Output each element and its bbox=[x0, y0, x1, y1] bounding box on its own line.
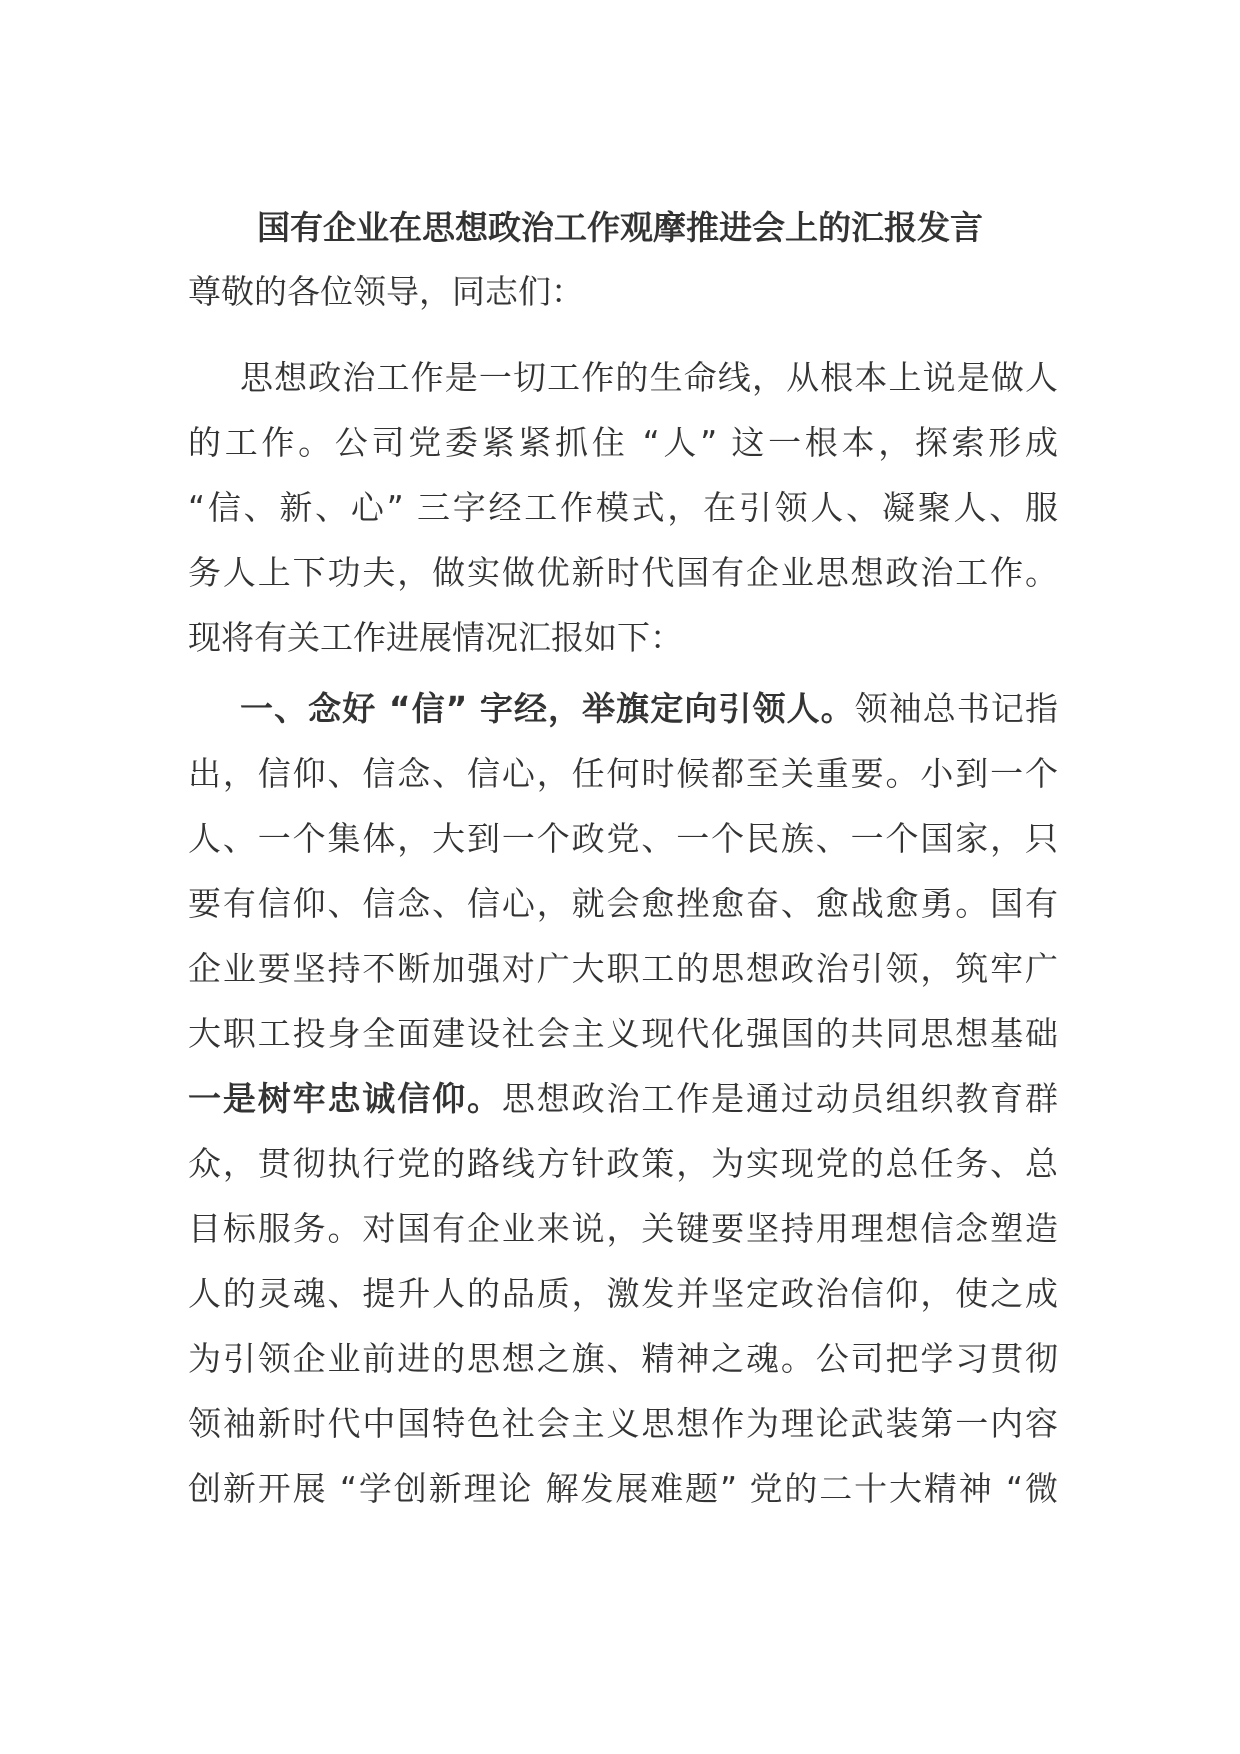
salutation: 尊敬的各位领导，同志们： bbox=[188, 272, 584, 311]
subsection-1-heading: 一是树牢忠诚信仰。 bbox=[188, 1079, 502, 1118]
subsection-1-first-line bbox=[188, 1066, 1058, 1131]
section-1-line-4: 要有信仰、信念、信心，就会愈挫愈奋、愈战愈勇。国有 bbox=[188, 884, 1058, 923]
document-title: 国有企业在思想政治工作观摩推进会上的汇报发言 bbox=[257, 208, 983, 247]
subsection-1-line-5: 为引领企业前进的思想之旗、精神之魂。公司把学习贯彻 bbox=[188, 1339, 1058, 1378]
subsection-1-line-2: 众，贯彻执行党的路线方针政策，为实现党的总任务、总 bbox=[188, 1144, 1058, 1183]
intro-line-5: 现将有关工作进展情况汇报如下： bbox=[188, 618, 683, 657]
intro-line-2: 的工作。公司党委紧紧抓住 “人” 这一根本，探索形成 bbox=[188, 423, 1058, 462]
intro-line-3: “信、新、心” 三字经工作模式，在引领人、凝聚人、服 bbox=[188, 488, 1058, 527]
section-1-paragraph bbox=[188, 676, 1058, 1521]
section-1-line-2: 出，信仰、信念、信心，任何时候都至关重要。小到一个 bbox=[188, 754, 1058, 793]
subsection-1-line-4: 人的灵魂、提升人的品质，激发并坚定政治信仰，使之成 bbox=[188, 1274, 1058, 1313]
section-1-line-5: 企业要坚持不断加强对广大职工的思想政治引领，筑牢广 bbox=[188, 949, 1058, 988]
subsection-1-first-line-text: 思想政治工作是通过动员组织教育群 bbox=[501, 1079, 1058, 1118]
subsection-1-line-6: 领袖新时代中国特色社会主义思想作为理论武装第一内容 bbox=[188, 1404, 1058, 1443]
section-1-line-6: 大职工投身全面建设社会主义现代化强国的共同思想基础 bbox=[188, 1014, 1058, 1053]
section-1-first-line bbox=[188, 676, 1058, 741]
subsection-1-line-3: 目标服务。对国有企业来说，关键要坚持用理想信念塑造 bbox=[188, 1209, 1058, 1248]
intro-line-4: 务人上下功夫，做实做优新时代国有企业思想政治工作。 bbox=[188, 553, 1058, 592]
section-1-heading: 一、念好 “信” 字经，举旗定向引领人。 bbox=[240, 689, 855, 728]
intro-line-1: 思想政治工作是一切工作的生命线，从根本上说是做人 bbox=[240, 358, 1058, 397]
section-1-line-3: 人、一个集体，大到一个政党、一个民族、一个国家，只 bbox=[188, 819, 1058, 858]
intro-paragraph bbox=[188, 345, 1058, 670]
section-1-first-line-text: 领袖总书记指 bbox=[854, 689, 1058, 728]
subsection-1-line-7: 创新开展 “学创新理论 解发展难题” 党的二十大精神 “微 bbox=[188, 1469, 1058, 1508]
